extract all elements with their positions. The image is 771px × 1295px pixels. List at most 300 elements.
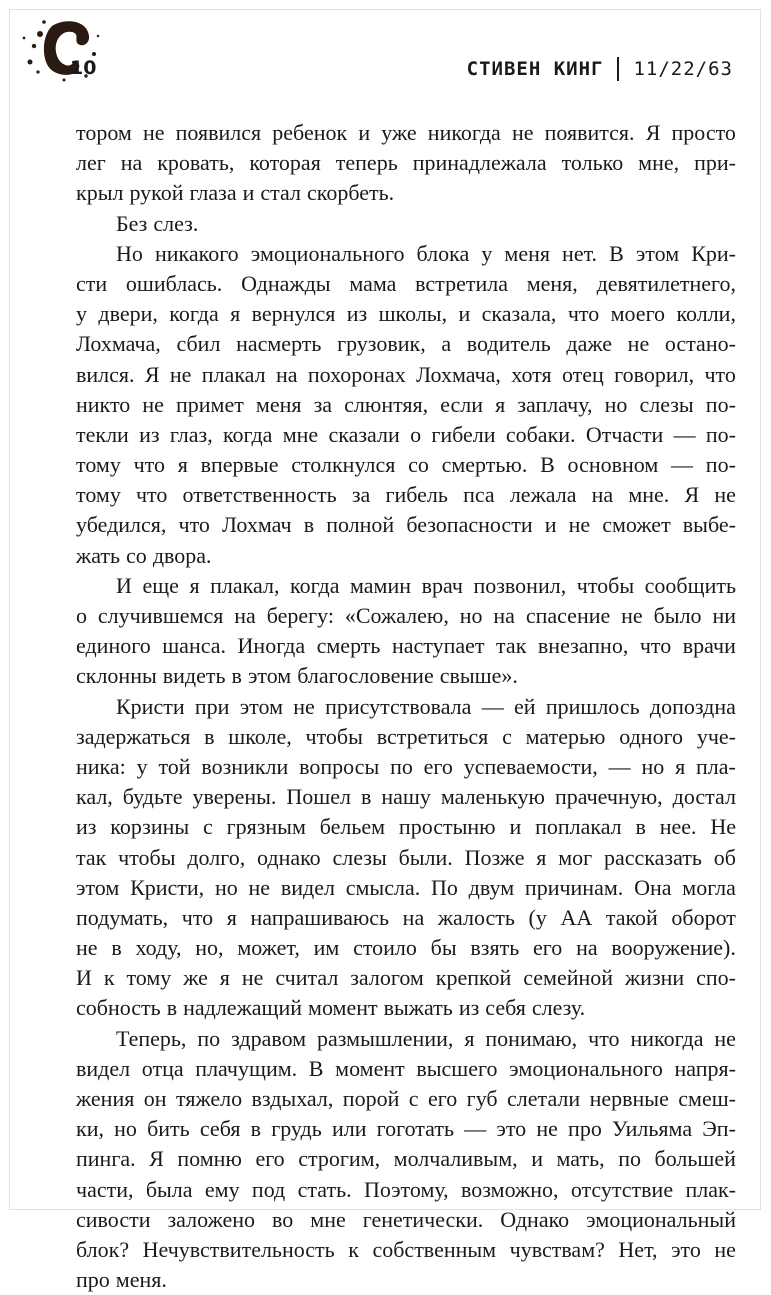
- word: что: [639, 633, 672, 659]
- text-line: [76, 541, 736, 571]
- word: безопасности: [406, 512, 533, 538]
- word: (у: [528, 904, 547, 930]
- word: большей: [654, 1146, 736, 1172]
- text-line: [76, 118, 736, 148]
- word: плакал,: [210, 572, 280, 598]
- word: благословение: [297, 663, 434, 689]
- word: это: [671, 1236, 701, 1262]
- word: же: [183, 965, 208, 991]
- word: Кристи: [116, 693, 185, 719]
- word: не: [142, 120, 165, 145]
- word: и: [509, 814, 522, 840]
- word: единого: [76, 633, 151, 659]
- text-line: [76, 873, 736, 903]
- word: эмоционального: [250, 240, 405, 266]
- word: никогда: [427, 120, 501, 145]
- word: текли: [76, 421, 129, 447]
- word: И: [116, 572, 132, 598]
- word: не: [714, 1236, 736, 1262]
- word: из: [346, 301, 368, 327]
- word: спо-: [696, 965, 736, 991]
- word: но,: [195, 935, 224, 961]
- word: Уильяма: [612, 1116, 693, 1142]
- word: Лохмача,: [76, 331, 161, 357]
- word: чтобы: [305, 723, 363, 749]
- word: шанса.: [162, 633, 227, 659]
- word: допоздна: [649, 693, 736, 719]
- word: что: [588, 1025, 620, 1051]
- word: взять: [470, 935, 520, 961]
- word: хотя: [511, 361, 552, 387]
- word: понимаю,: [485, 1025, 578, 1051]
- word: не: [627, 331, 650, 357]
- word: смерть: [316, 633, 381, 659]
- word: школы,: [378, 301, 448, 327]
- word: Но: [116, 240, 143, 266]
- word: никто: [76, 391, 131, 417]
- word: гибели: [431, 421, 496, 447]
- word: ника:: [76, 753, 126, 779]
- word: не: [76, 935, 98, 961]
- word: жения: [76, 1086, 135, 1111]
- word: я: [219, 965, 230, 991]
- word: собность: [76, 995, 161, 1021]
- word: только: [561, 150, 624, 176]
- word: нее.: [659, 814, 697, 840]
- text-line: [76, 692, 736, 722]
- word: высшего: [416, 1055, 498, 1081]
- word: залогом: [350, 965, 424, 991]
- word: что: [135, 482, 168, 508]
- word: напря-: [674, 1055, 736, 1081]
- word: девятилетнего,: [596, 270, 736, 296]
- word: стоило: [353, 935, 417, 961]
- word: ни: [712, 603, 736, 628]
- word: семейной: [523, 965, 614, 991]
- word: —: [671, 452, 694, 478]
- word: этом: [239, 693, 283, 719]
- word: не: [714, 482, 736, 508]
- word: появился: [175, 120, 262, 145]
- body-text: [76, 118, 736, 1295]
- word: никогда: [630, 1025, 704, 1051]
- word: у: [136, 753, 148, 779]
- word: на: [591, 482, 614, 508]
- word: считал: [275, 965, 339, 991]
- word: вернулся: [251, 301, 336, 327]
- word: я: [536, 844, 547, 870]
- word: меня.: [115, 1267, 167, 1293]
- word: кровать,: [157, 150, 235, 176]
- word: АА: [560, 904, 593, 930]
- word: когда: [290, 572, 340, 598]
- word: лежала: [509, 482, 577, 508]
- text-line: [76, 1265, 736, 1295]
- author-name: СТИВЕН КИНГ: [466, 58, 604, 80]
- word: Поэтому,: [363, 1176, 449, 1202]
- word: об: [713, 844, 736, 870]
- word: выжать: [383, 995, 453, 1021]
- word: его: [427, 1086, 458, 1111]
- word: уче-: [696, 723, 736, 749]
- word: просто: [671, 120, 736, 145]
- word: за: [313, 391, 333, 417]
- text-line: [76, 450, 736, 480]
- word: отца: [141, 1055, 184, 1081]
- word: мама: [349, 270, 397, 296]
- word: столкнулся: [291, 452, 396, 478]
- word: достал: [672, 784, 736, 810]
- word: ки,: [76, 1116, 104, 1142]
- word: мне.: [628, 482, 670, 508]
- word: тяжело: [176, 1086, 243, 1111]
- word: случившемся: [97, 603, 224, 628]
- word: о: [410, 421, 422, 447]
- word: колли,: [676, 301, 736, 327]
- word: слетали: [507, 1086, 581, 1111]
- word: не: [293, 693, 315, 719]
- text-line: [76, 420, 736, 450]
- word: сказали: [328, 421, 400, 447]
- word: мне,: [638, 150, 680, 176]
- word: пса: [463, 482, 495, 508]
- word: Однако: [500, 1206, 570, 1232]
- word: внезапно,: [537, 633, 629, 659]
- word: Кристи,: [130, 874, 205, 900]
- word: теперь: [335, 150, 398, 176]
- word: себя: [199, 1116, 241, 1142]
- word: пинга.: [76, 1146, 136, 1172]
- word: видеть: [162, 663, 226, 689]
- word: надлежащий: [183, 995, 303, 1021]
- word: но: [114, 1116, 137, 1142]
- word: никакого: [154, 240, 239, 266]
- word: к: [348, 1236, 359, 1262]
- text-line: [76, 299, 736, 329]
- word: встретила: [415, 270, 508, 296]
- word: плачущим.: [195, 1055, 298, 1081]
- word: однако: [257, 844, 321, 870]
- word: его: [255, 1146, 285, 1172]
- word: прачечную,: [554, 784, 663, 810]
- word: губ: [466, 1086, 498, 1111]
- word: Она: [634, 874, 672, 900]
- word: —: [673, 421, 696, 447]
- word: и: [544, 512, 557, 538]
- book-title: 11/22/63: [633, 58, 733, 80]
- word: нервные: [589, 1086, 669, 1111]
- word: И: [76, 965, 92, 991]
- text-line: [76, 1054, 736, 1084]
- word: Иногда: [237, 633, 306, 659]
- word: «Сожалею,: [344, 603, 449, 628]
- word: со: [408, 452, 429, 478]
- word: когда: [222, 421, 273, 447]
- word: склонны: [76, 663, 157, 689]
- word: водитель: [466, 331, 551, 357]
- word: сти: [76, 270, 108, 296]
- text-line: [76, 933, 736, 963]
- word: сказала,: [481, 301, 557, 327]
- text-line: [76, 631, 736, 661]
- word: грузовик,: [337, 331, 426, 357]
- word: выбе-: [682, 512, 736, 538]
- word: я: [177, 452, 188, 478]
- word: что: [704, 361, 736, 387]
- word: чувствам?: [509, 1236, 605, 1262]
- word: эмоциональный: [586, 1206, 736, 1232]
- word: пла-: [696, 753, 736, 779]
- word: полной: [326, 512, 395, 538]
- word: смертью.: [441, 452, 528, 478]
- word: или: [331, 1116, 367, 1142]
- word: и: [458, 301, 471, 327]
- word: Пошел: [286, 784, 351, 810]
- word: матерью: [525, 723, 606, 749]
- word: присутствовала: [325, 693, 472, 719]
- word: Лохмач: [222, 512, 292, 538]
- word: Теперь,: [116, 1025, 187, 1051]
- word: но: [604, 391, 628, 417]
- word: части,: [76, 1176, 134, 1202]
- word: —: [608, 753, 631, 779]
- word: ребенок: [272, 120, 348, 145]
- text-line: [76, 903, 736, 933]
- word: Нечувствительность: [142, 1236, 335, 1262]
- word: еще: [142, 572, 179, 598]
- word: отсутствие: [570, 1176, 674, 1202]
- word: и: [531, 1146, 543, 1172]
- word: мать,: [556, 1146, 605, 1172]
- word: Не: [710, 814, 736, 840]
- word: видел: [76, 1055, 131, 1081]
- word: По: [431, 874, 458, 900]
- word: тором: [76, 120, 132, 145]
- word: по-: [705, 421, 736, 447]
- word: врач: [421, 572, 463, 598]
- word: этом: [635, 240, 680, 266]
- word: говорил,: [614, 361, 695, 387]
- word: собственным: [372, 1236, 497, 1262]
- word: вопросы: [299, 753, 380, 779]
- word: тому: [126, 965, 172, 991]
- word: Однажды: [241, 270, 331, 296]
- text-line: [76, 390, 736, 420]
- word: похоронах: [307, 361, 406, 387]
- word: строгим,: [298, 1146, 381, 1172]
- word: ошиблась.: [125, 270, 223, 296]
- word: крепкой: [435, 965, 512, 991]
- word: в: [360, 784, 372, 810]
- word: той: [158, 753, 191, 779]
- word: которая: [249, 150, 321, 176]
- word: поплакал: [535, 814, 622, 840]
- word: блок?: [76, 1236, 130, 1262]
- word: не: [621, 603, 643, 628]
- word: жизни: [624, 965, 685, 991]
- text-line: [76, 360, 736, 390]
- word: блока: [416, 240, 470, 266]
- word: Без: [116, 210, 148, 236]
- word: если: [440, 391, 484, 417]
- word: его: [533, 935, 563, 961]
- word: Позже: [464, 844, 525, 870]
- word: пришлось: [545, 693, 640, 719]
- text-line: [76, 329, 736, 359]
- word: оборот: [671, 904, 736, 930]
- word: размышлении,: [317, 1025, 454, 1051]
- word: убедился,: [76, 512, 167, 538]
- word: простыню: [398, 814, 496, 840]
- word: возможно,: [461, 1176, 559, 1202]
- word: с: [502, 723, 512, 749]
- word: такой: [605, 904, 658, 930]
- text-line: [76, 843, 736, 873]
- word: меня: [504, 240, 550, 266]
- word: во: [272, 1206, 294, 1232]
- word: Я: [684, 482, 700, 508]
- word: лег: [76, 150, 106, 176]
- word: чтобы: [576, 572, 635, 598]
- word: к: [103, 965, 115, 991]
- word: из: [458, 995, 480, 1021]
- word: меня,: [526, 270, 578, 296]
- word: Лохмача,: [416, 361, 501, 387]
- text-line: [76, 661, 736, 691]
- word: кал,: [76, 784, 113, 810]
- word: ходу,: [135, 935, 182, 961]
- word: может,: [237, 935, 300, 961]
- word: врачи: [682, 633, 736, 659]
- word: сбил: [176, 331, 221, 357]
- word: но: [214, 874, 238, 900]
- word: В: [540, 452, 555, 478]
- word: что: [181, 904, 214, 930]
- word: момент: [308, 995, 378, 1021]
- word: когда: [169, 301, 219, 327]
- word: им: [313, 935, 340, 961]
- word: плак-: [685, 1176, 736, 1202]
- word: и: [358, 120, 371, 145]
- word: на: [120, 150, 143, 176]
- word: по: [197, 1025, 221, 1051]
- word: про: [76, 1267, 110, 1293]
- word: что: [133, 452, 165, 478]
- word: я: [226, 904, 237, 930]
- word: не: [568, 512, 591, 538]
- word: заплачу,: [517, 391, 593, 417]
- running-head: [467, 57, 733, 81]
- word: так: [76, 844, 107, 870]
- word: смеш-: [678, 1086, 736, 1111]
- word: в: [111, 935, 122, 961]
- word: я: [230, 301, 241, 327]
- text-line: [76, 601, 736, 631]
- word: двери,: [98, 301, 158, 327]
- word: не: [169, 361, 192, 387]
- word: двум: [468, 874, 515, 900]
- word: этом: [247, 663, 292, 689]
- text-line: [76, 782, 736, 812]
- word: помню: [177, 1146, 242, 1172]
- word: слезы: [639, 391, 694, 417]
- word: на: [275, 361, 298, 387]
- word: корзины: [110, 814, 190, 840]
- header-separator: [617, 57, 619, 81]
- word: молчаливым,: [393, 1146, 518, 1172]
- word: —: [464, 1116, 487, 1142]
- word: грудь: [271, 1116, 322, 1142]
- word: даже: [566, 331, 613, 357]
- word: нашу: [381, 784, 431, 810]
- text-line: [76, 510, 736, 540]
- word: вздыхал,: [251, 1086, 334, 1111]
- word: при-: [694, 150, 736, 176]
- word: в: [231, 663, 242, 689]
- word: про: [568, 1116, 602, 1142]
- word: я: [495, 391, 506, 417]
- word: с: [408, 1086, 419, 1111]
- word: этом: [76, 874, 120, 900]
- word: не: [248, 874, 271, 900]
- word: ответственность: [182, 482, 337, 508]
- word: наступает: [391, 633, 485, 659]
- word: себя: [485, 995, 526, 1021]
- word: сможет: [602, 512, 671, 538]
- word: меня: [255, 391, 302, 417]
- word: свыше».: [439, 663, 518, 689]
- word: слюнтяя,: [344, 391, 429, 417]
- word: порой: [342, 1086, 400, 1111]
- word: я: [675, 753, 686, 779]
- word: отец: [561, 361, 604, 387]
- word: Я: [645, 120, 661, 145]
- word: рассказать: [603, 844, 702, 870]
- word: одного: [619, 723, 684, 749]
- word: насмерть: [236, 331, 322, 357]
- word: слезу.: [531, 995, 586, 1021]
- word: собаки.: [505, 421, 576, 447]
- word: будьте: [122, 784, 183, 810]
- text-line: [76, 480, 736, 510]
- text-line: [76, 993, 736, 1023]
- word: видел: [280, 874, 335, 900]
- word: ему: [204, 1176, 240, 1202]
- word: жать: [76, 542, 121, 568]
- word: слез.: [153, 210, 199, 236]
- word: не: [511, 120, 534, 145]
- word: могла: [682, 874, 736, 900]
- word: момент: [335, 1055, 405, 1081]
- word: заложено: [167, 1206, 256, 1232]
- word: я: [464, 1025, 475, 1051]
- word: позвонил,: [473, 572, 567, 598]
- word: бельем: [319, 814, 386, 840]
- text-line: [76, 269, 736, 299]
- word: мне: [310, 1206, 346, 1232]
- word: гоготать: [376, 1116, 455, 1142]
- word: сообщить: [644, 572, 736, 598]
- word: принадлежала: [412, 150, 547, 176]
- word: в: [166, 995, 178, 1021]
- word: из: [76, 814, 97, 840]
- word: в: [303, 512, 315, 538]
- text-line: [76, 1024, 736, 1054]
- text-line: [76, 148, 736, 178]
- word: при: [194, 693, 230, 719]
- word: по-: [705, 391, 736, 417]
- word: подумать,: [76, 904, 169, 930]
